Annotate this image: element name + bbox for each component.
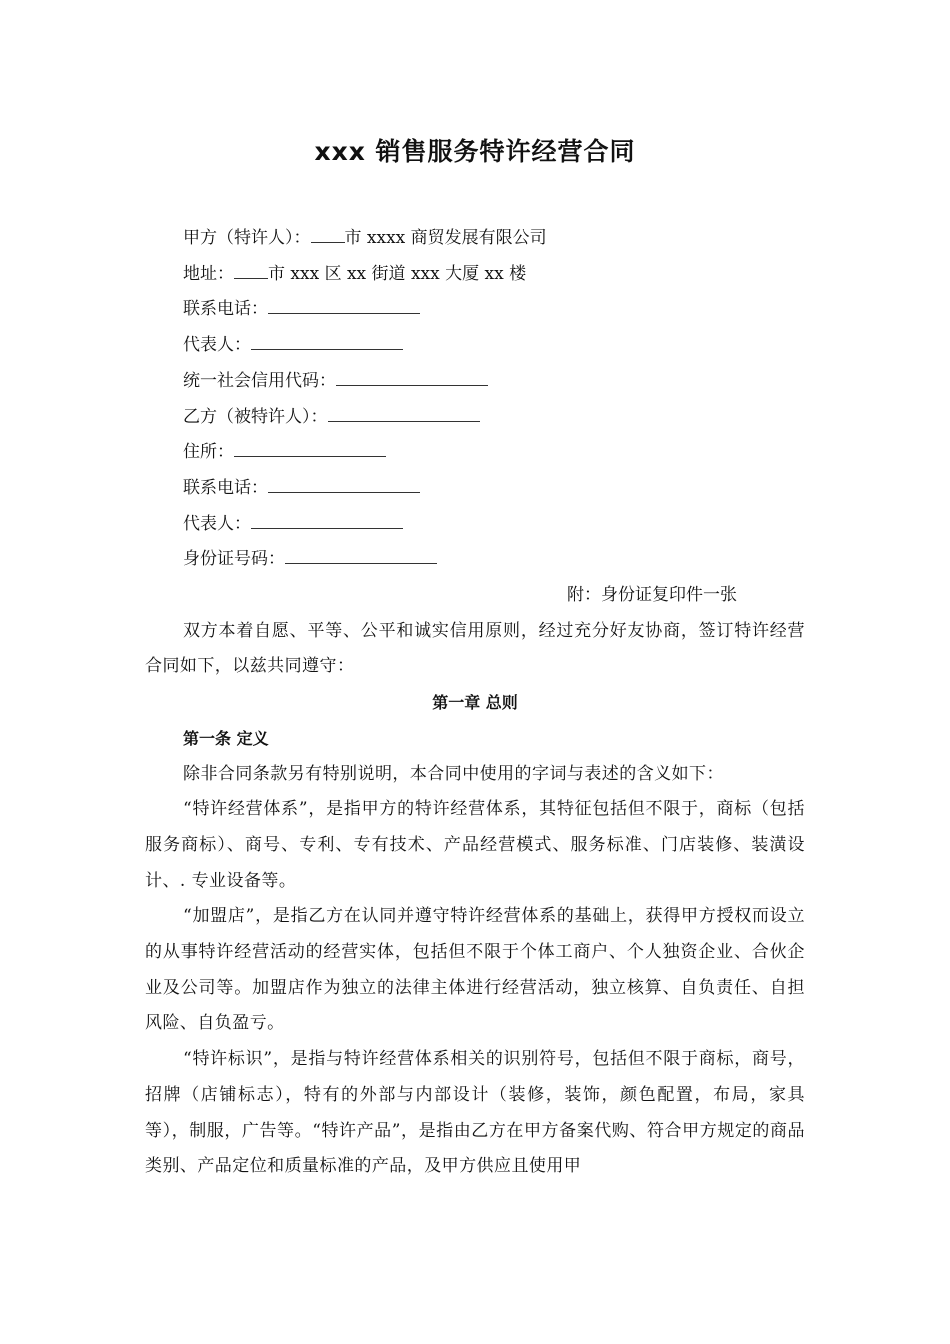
party-a-representative-label: 代表人： [183,335,251,356]
party-b-residence-label: 住所： [183,442,234,463]
party-b-representative-label: 代表人： [183,513,251,534]
chapter-heading: 第一章 总则 [432,693,518,713]
blank-field [285,549,437,564]
party-a-name-line [145,221,805,257]
document-body [145,221,805,1185]
blank-field [268,478,420,493]
article-paragraph: “加盟店”，是指乙方在认同并遵守特许经营体系的基础上，获得甲方授权而设立的从事特许经营活动的经营实体，包括但不限于个体工商户、个人独资企业、合伙企业及公司等。加盟店作为独立的法律主体进行经营活动，独立核算、自负责任、自担风险、自负盈亏。 [145,906,805,1034]
document-title: xxx 销售服务特许经营合同 [314,137,636,166]
party-a-address-line [145,257,805,293]
party-b-id-line [145,542,805,578]
party-b-name-line [145,400,805,436]
party-b-phone-label: 联系电话： [183,477,268,498]
blank-field [311,228,345,243]
preamble-paragraph: 双方本着自愿、平等、公平和诚实信用原则，经过充分好友协商，签订特许经营合同如下，以兹共同遵守： [145,620,805,677]
blank-field [234,442,386,457]
party-a-address-label: 地址： [183,263,234,284]
party-a-credit-code-label: 统一社会信用代码： [183,370,336,391]
blank-field [251,514,403,529]
party-b-phone-line [145,471,805,507]
party-a-phone-line [145,292,805,328]
blank-field [234,264,268,279]
party-a-name-value: 市 xxxx 商贸发展有限公司 [344,228,547,248]
article-paragraph: “特许经营体系”，是指甲方的特许经营体系，其特征包括但不限于，商标（包括服务商标）、商号、专利、专有技术、产品经营模式、服务标准、门店装修、装潢设计、. 专业设备等。 [145,799,805,891]
party-b-residence-line [145,435,805,471]
article-paragraph: “特许标识”，是指与特许经营体系相关的识别符号，包括但不限于商标，商号，招牌（店铺标志），特有的外部与内部设计（装修，装饰，颜色配置，布局，家具等），制服，广告等。“特许产品”，是指由乙方在甲方备案代购、符合甲方规定的商品类别、产品定位和质量标准的产品，及甲方供应且使用甲 [145,1049,805,1177]
party-b-representative-line [145,507,805,543]
blank-field [336,371,488,386]
party-a-name-label: 甲方（特许人）： [183,228,311,248]
article-heading: 第一条 定义 [183,728,269,748]
attachment-note: 附：身份证复印件一张 [567,585,737,606]
blank-field [328,407,480,422]
party-a-phone-label: 联系电话： [183,299,268,320]
article-paragraph: 除非合同条款另有特别说明，本合同中使用的字词与表述的含义如下： [183,763,724,784]
party-b-name-label: 乙方（被特许人）： [183,406,328,427]
blank-field [268,299,420,314]
party-a-representative-line [145,328,805,364]
party-a-address-value: 市 xxx 区 xx 街道 xxx 大厦 xx 楼 [268,263,527,284]
party-a-credit-code-line [145,364,805,400]
party-b-id-label: 身份证号码： [183,549,285,570]
blank-field [251,335,403,350]
